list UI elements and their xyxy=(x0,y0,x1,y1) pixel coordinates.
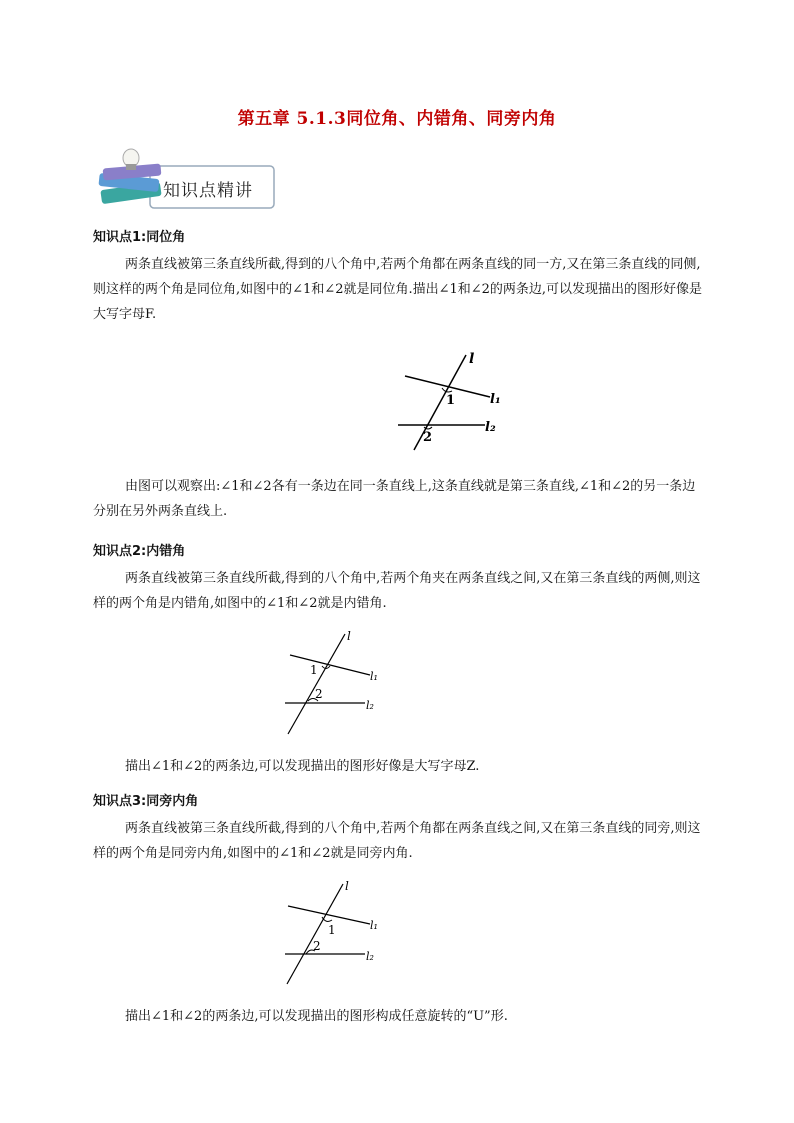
kp2-label-l: l xyxy=(347,629,351,643)
kp1-figure xyxy=(390,350,510,460)
kp2-paragraph: 两条直线被第三条直线所截,得到的八个角中,若两个角夹在两条直线之间,又在第三条直线的两侧,则这样的两个角是内错角,如图中的∠1和∠2就是内错角. xyxy=(93,571,701,611)
kp3-label-l: l xyxy=(345,879,349,893)
kp1-heading: 知识点1:同位角 xyxy=(93,230,186,245)
kp2-heading: 知识点2:内错角 xyxy=(93,544,186,559)
kp2-label-l2: l₂ xyxy=(366,699,374,712)
kp3-angle-1: 1 xyxy=(328,923,336,937)
kp1-label-l2: l₂ xyxy=(485,420,496,435)
kp3-after: 描出∠1和∠2的两条边,可以发现描出的图形构成任意旋转的“U”形. xyxy=(125,1009,508,1024)
kp3-label-l2: l₂ xyxy=(366,950,374,963)
kp1-paragraph: 两条直线被第三条直线所截,得到的八个角中,若两个角都在两条直线的同一方,又在第三条直线的同侧,则这样的两个角是同位角,如图中的∠1和∠2就是同位角.描出∠1和∠2的两条边,可以发现描出的图形好像是大写字母F. xyxy=(93,257,703,322)
kp2-figure xyxy=(280,628,390,738)
kp2-label-l1: l₁ xyxy=(370,670,378,683)
kp2-after: 描出∠1和∠2的两条边,可以发现描出的图形好像是大写字母Z. xyxy=(125,759,480,774)
kp3-angle-2: 2 xyxy=(313,939,321,953)
banner-label: 知识点精讲 xyxy=(163,181,253,201)
kp1-label-l1: l₁ xyxy=(490,392,501,407)
kp3-figure xyxy=(280,878,390,988)
page-title: 第五章 5.1.3同位角、内错角、同旁内角 xyxy=(237,109,557,129)
kp2-angle-2: 2 xyxy=(315,687,323,701)
kp3-heading: 知识点3:同旁内角 xyxy=(93,794,199,809)
kp1-after: 由图可以观察出:∠1和∠2各有一条边在同一条直线上,这条直线就是第三条直线,∠1和∠2的另一条边分别在另外两条直线上. xyxy=(93,479,696,519)
kp3-paragraph: 两条直线被第三条直线所截,得到的八个角中,若两个角都在两条直线之间,又在第三条直线的同旁,则这样的两个角是同旁内角,如图中的∠1和∠2就是同旁内角. xyxy=(93,821,701,861)
kp1-angle-2: 2 xyxy=(423,430,433,445)
kp1-angle-1: 1 xyxy=(446,393,456,408)
kp2-angle-1: 1 xyxy=(310,663,318,677)
kp1-label-l: l xyxy=(469,351,475,367)
kp3-label-l1: l₁ xyxy=(370,919,378,932)
